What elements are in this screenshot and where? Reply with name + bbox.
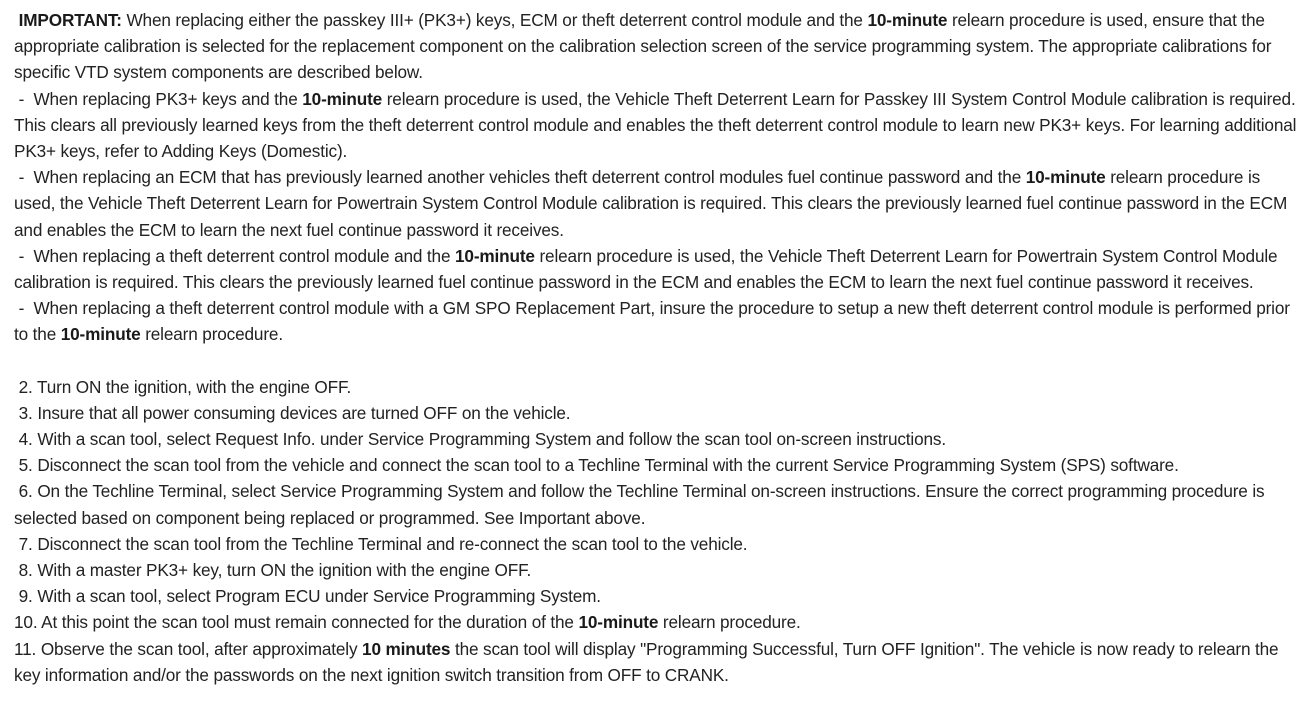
procedure-step — [14, 636, 1298, 688]
text-run: When replacing PK3+ keys and the — [33, 88, 303, 109]
step-number: 8. — [18, 560, 33, 581]
important-note — [14, 7, 1298, 86]
text-run: relearn procedure is used, ensure that the appropriate calibration is selected for the replacement component on the calibration selection screen of the service programming system. The appropriate calibrations for specific VTD system components are described below. — [14, 10, 1272, 83]
procedure-step — [14, 374, 1298, 400]
bold-text: 10-minute — [578, 612, 659, 633]
step-number: 9. — [18, 586, 33, 607]
bold-text: 10-minute — [455, 245, 535, 266]
step-number: 4. — [18, 429, 33, 450]
bold-text: 10 minutes — [362, 638, 451, 659]
important-bullet: - When replacing a theft deterrent control module and the 10-minute relearn procedure is used, the Vehicle Theft Deterrent Learn for Powertrain System Control Module calibration is required. This clears the previously learned fuel continue password in the ECM and enables the ECM to learn the next fuel continue password it receives. — [14, 245, 1278, 293]
text-run: When replacing a theft deterrent control module and the — [33, 245, 456, 266]
text-run: relearn procedure. — [140, 324, 283, 345]
text-run: Turn ON the ignition, with the engine OFF. — [37, 376, 352, 397]
text-run: relearn procedure is used, the Vehicle Theft Deterrent Learn for Passkey III System Control Module calibration is required. This clears all previously learned keys from the theft deterrent control module and enables the theft deterrent control module to learn new PK3+ keys. For learning additional PK3+ keys, refer to Adding Keys (Domestic). — [14, 88, 1297, 162]
bold-text: 10-minute — [867, 10, 948, 30]
text-run: On the Techline Terminal, select Service Programming System and follow the Techline Terminal on-screen instructions. Ensure the correct programming procedure is selected based on component being replaced or programmed. See Important above. — [14, 481, 1265, 528]
important-bullet: - When replacing a theft deterrent control module with a GM SPO Replacement Part, insure the procedure to setup a new theft deterrent control module is performed prior to the 10-minute relearn procedure. — [14, 298, 1290, 345]
important-bullet: - When replacing PK3+ keys and the 10-minute relearn procedure is used, the Vehicle Theft Deterrent Learn for Passkey III System Control Module calibration is required. This clears all previously learned keys from the theft deterrent control module and enables the theft deterrent control module to learn new PK3+ keys. For learning additional PK3+ keys, refer to Adding Keys (Domestic). — [14, 88, 1297, 162]
procedure-step — [14, 452, 1298, 478]
procedure-step — [14, 557, 1298, 583]
text-run: When replacing an ECM that has previously learned another vehicles theft deterrent control modules fuel continue password and the — [33, 167, 1026, 188]
text-run: With a scan tool, select Request Info. under Service Programming System and follow the scan tool on-screen instructions. — [37, 429, 946, 450]
step-number: 11. — [14, 638, 37, 659]
text-run: With a scan tool, select Program ECU under Service Programming System. — [37, 586, 601, 607]
procedure-document — [14, 7, 1298, 688]
important-bullets — [14, 86, 1298, 348]
text-run: With a master PK3+ key, turn ON the ignition with the engine OFF. — [37, 560, 532, 581]
procedure-steps — [14, 374, 1298, 688]
procedure-step — [14, 609, 1298, 635]
text-run: When replacing either the passkey III+ (PK3+) keys, ECM or theft deterrent control module and the — [126, 10, 868, 30]
important-bullet: - When replacing an ECM that has previously learned another vehicles theft deterrent control modules fuel continue password and the 10-minute relearn procedure is used, the Vehicle Theft Deterrent Learn for Powertrain System Control Module calibration is required. This clears the previously learned fuel continue password in the ECM and enables the ECM to learn the next fuel continue password it receives. — [14, 167, 1288, 240]
step-number: 2. — [18, 376, 33, 397]
text-run: Disconnect the scan tool from the Techline Terminal and re-connect the scan tool to the vehicle. — [37, 533, 748, 554]
procedure-step — [14, 426, 1298, 452]
bold-text: 10-minute — [302, 88, 383, 109]
important-label: IMPORTANT: — [18, 10, 122, 30]
text-run: At this point the scan tool must remain connected for the duration of the — [41, 612, 579, 633]
section-gap — [14, 348, 1298, 374]
procedure-step — [14, 478, 1298, 530]
step-number: 5. — [18, 455, 33, 476]
text-run: Insure that all power consuming devices are turned OFF on the vehicle. — [37, 402, 571, 423]
step-number: 7. — [18, 533, 33, 554]
text-run: Disconnect the scan tool from the vehicle and connect the scan tool to a Techline Terminal with the current Service Programming System (SPS) software. — [37, 455, 1179, 476]
text-run: relearn procedure. — [658, 612, 801, 633]
step-number: 3. — [18, 402, 33, 423]
text-run: relearn procedure is used, the Vehicle Theft Deterrent Learn for Powertrain System Control Module calibration is required. This clears the previously learned fuel continue password in the ECM and enables the ECM to learn the next fuel continue password it receives. — [14, 167, 1288, 240]
step-number: 10. — [14, 612, 38, 633]
text-run: relearn procedure is used, the Vehicle Theft Deterrent Learn for Powertrain System Control Module calibration is required. This clears the previously learned fuel continue password in the ECM and enables the ECM to learn the next fuel continue password it receives. — [14, 245, 1278, 293]
bold-text: 10-minute — [1025, 167, 1106, 188]
text-run: the scan tool will display "Programming Successful, Turn OFF Ignition". The vehicle is now ready to relearn the key information and/or the passwords on the next ignition switch transition from OFF to CRANK. — [14, 638, 1279, 685]
procedure-step — [14, 583, 1298, 609]
text-run: When replacing a theft deterrent control module with a GM SPO Replacement Part, insure the procedure to setup a new theft deterrent control module is performed prior to the — [14, 298, 1290, 345]
procedure-step — [14, 531, 1298, 557]
text-run: Observe the scan tool, after approximately — [40, 638, 363, 659]
bold-text: 10-minute — [60, 324, 141, 345]
procedure-step — [14, 400, 1298, 426]
step-number: 6. — [18, 481, 33, 502]
important-intro — [14, 10, 1271, 82]
